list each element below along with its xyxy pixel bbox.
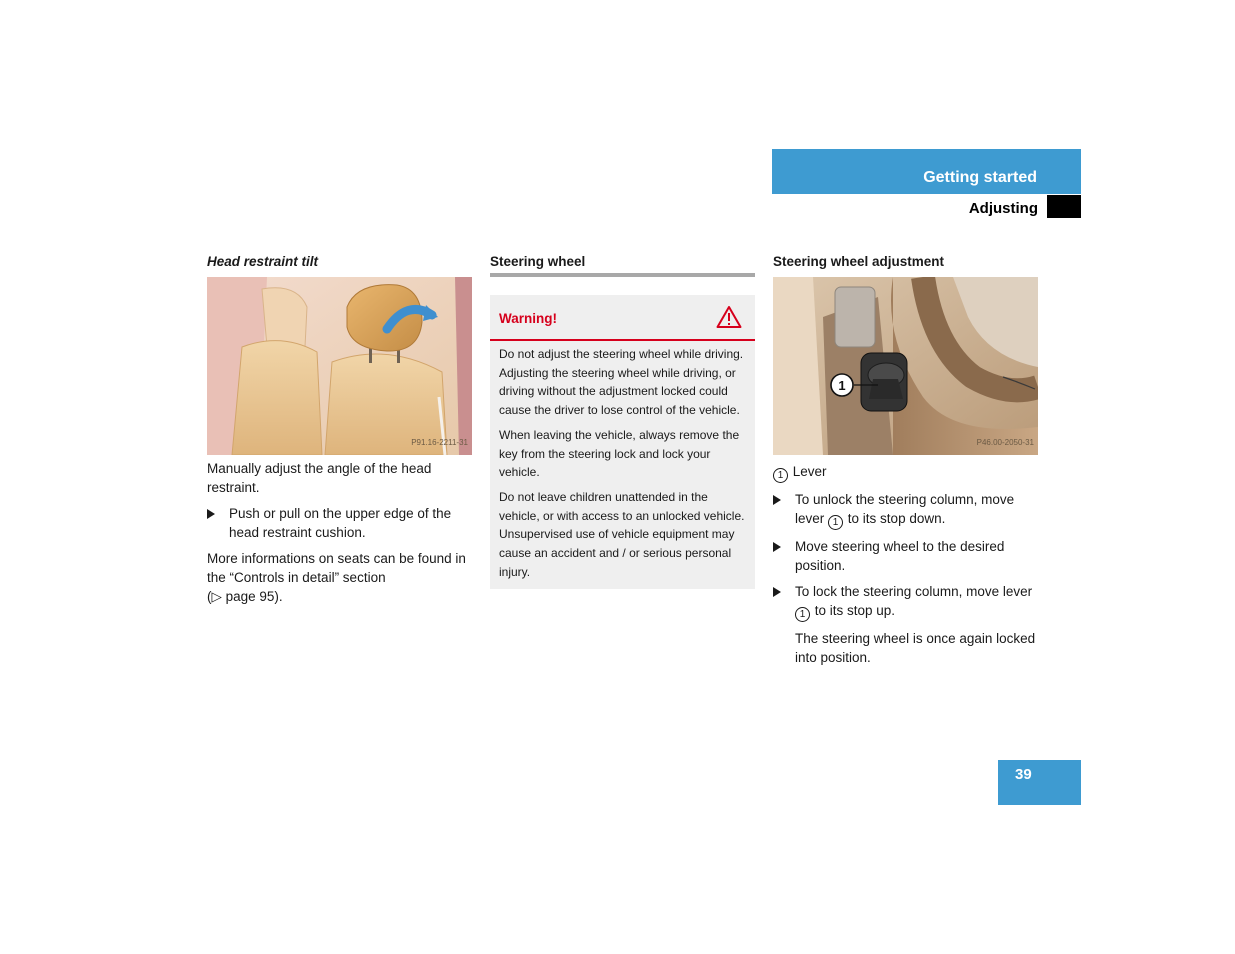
figure-head-restraint [207,277,472,455]
bullet-arrow-icon [773,542,781,552]
chapter-header [772,149,1081,194]
warning-paragraph: When leaving the vehicle, always remove the key from the steering lock and lock your vehicle. [499,427,740,480]
warning-header [490,295,755,341]
bullet-item [773,537,1038,575]
chapter-title: Getting started [923,169,1037,186]
result-text: The steering wheel is once again locked into position. [795,631,1036,665]
column-head-restraint [207,252,472,606]
page-reference[interactable]: (▷ page 95). [207,589,283,604]
head-restraint-illustration [207,277,472,455]
heading-rule [490,273,755,277]
figure-code: P46.00-2050-31 [976,438,1034,447]
bullet-item [773,582,1038,622]
bullet-text: To unlock the steering column, move lever [795,492,1015,526]
page-number: 39 [1015,766,1032,783]
bullet-text: Push or pull on the upper edge of the head restraint cushion. [229,506,452,540]
bullet-arrow-icon [207,509,215,519]
legend-label: Lever [792,464,827,479]
lever-number: 1 [795,607,810,622]
warning-box [490,295,755,589]
steering-lever-illustration [773,277,1038,455]
warning-triangle-icon [716,305,742,329]
bullet-item [207,504,472,542]
figure-steering-lever [773,277,1038,455]
callout-1-label: 1 [838,378,846,393]
legend-lever [773,462,1038,483]
bullet-arrow-icon [773,587,781,597]
heading-steering-wheel: Steering wheel [490,254,586,269]
section-title: Adjusting [968,200,1038,217]
warning-body [490,341,755,589]
heading-steering-wheel-adjustment: Steering wheel adjustment [773,254,945,269]
bullet-text: to its stop up. [814,603,896,618]
bullet-item [773,490,1038,530]
warning-paragraph: Do not adjust the steering wheel while driving. Adjusting the steering wheel while driving, or driving without the adjustment locked could cause the driver to lose control of the vehicle. [499,347,744,418]
section-tab-marker [1047,195,1081,218]
page-number-box [998,760,1081,805]
head-restraint-intro: Manually adjust the angle of the head restraint. [207,461,432,495]
heading-head-restraint-tilt: Head restraint tilt [207,254,319,269]
bullet-text: to its stop down. [847,511,946,526]
warning-title: Warning! [499,311,557,326]
lever-number: 1 [828,515,843,530]
figure-code: P91.16-2211-31 [411,438,468,447]
column-steering-wheel [490,252,755,589]
more-info-text: More informations on seats can be found in the “Controls in detail” section [207,551,466,585]
more-info [207,549,472,606]
bullet-arrow-icon [773,495,781,505]
warning-paragraph: Do not leave children unattended in the vehicle, or with access to an unlocked vehicle. Unsupervised use of vehicle equipment may cause an accident and / or serious personal injury. [499,489,745,579]
bullet-text: Move steering wheel to the desired position. [795,539,1005,573]
column-steering-adjustment [773,252,1038,667]
legend-number: 1 [773,468,788,483]
bullet-text: To lock the steering column, move lever [795,584,1033,599]
